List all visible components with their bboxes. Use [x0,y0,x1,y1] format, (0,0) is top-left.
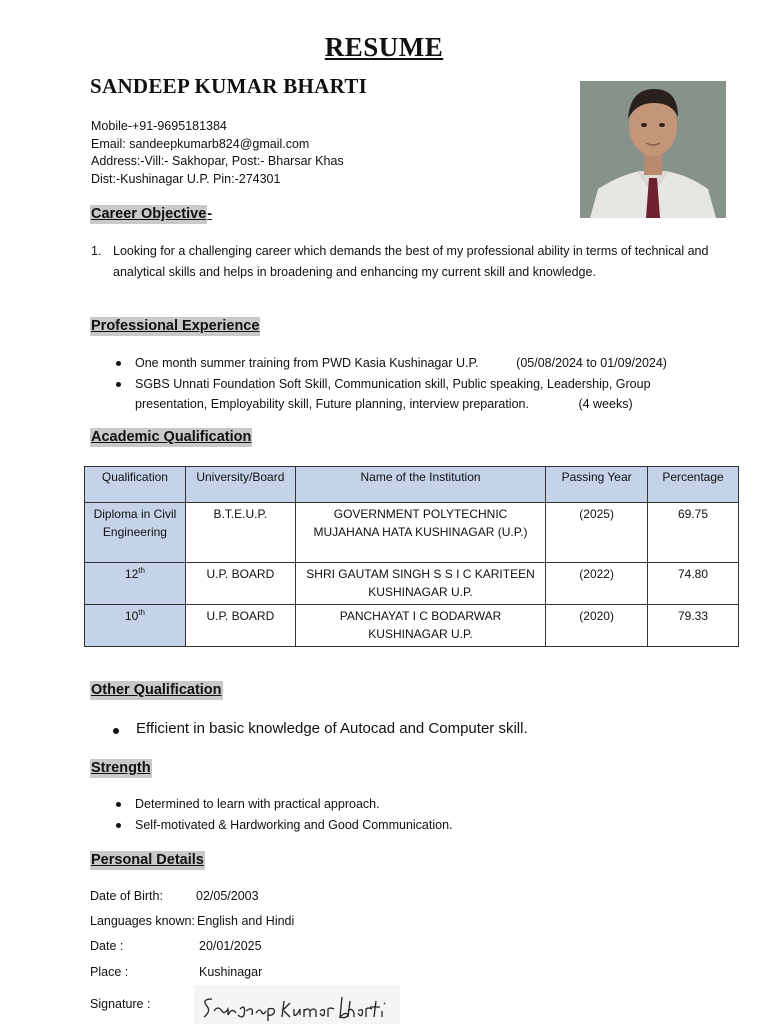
other-qualification-text: Efficient in basic knowledge of Autocad and Computer skill. [136,720,528,737]
institution-cell: GOVERNMENT POLYTECHNIC MUJAHANA HATA KUSHINAGAR (U.P.) [295,503,545,563]
list-item [113,353,693,374]
list-item: Determined to learn with practical approach. [113,794,673,815]
percentage-cell: 79.33 [648,605,739,647]
address-line: Address:-Vill:- Sakhopar, Post:- Bharsar Khas [91,154,344,168]
career-objective-label: Career Objective [91,206,207,222]
list-number: 1. [91,244,102,258]
resume-title: RESUME [324,32,444,62]
qualification-cell [85,563,186,605]
career-objective-text: Looking for a challenging career which demands the best of my professional ability in terms of technical and analytical skills and helps in broadening and enhancing my current skill and knowledge. [113,244,709,279]
column-header: University/Board [185,467,295,503]
column-header: Name of the Institution [295,467,545,503]
board-cell: B.T.E.U.P. [185,503,295,563]
year-cell: (2020) [546,605,648,647]
column-header: Percentage [648,467,739,503]
dob-label: Date of Birth: [90,889,163,903]
other-qualification-heading [90,682,223,698]
strength-label: Strength [91,760,151,776]
institution-cell: SHRI GAUTAM SINGH S S I C KARITEEN KUSHINAGAR U.P. [295,563,545,605]
portrait-image [580,81,726,218]
year-cell: (2022) [546,563,648,605]
board-cell: U.P. BOARD [185,605,295,647]
table-row [85,563,739,605]
professional-experience-heading [90,318,260,334]
profile-photo [580,81,726,218]
institution-cell: PANCHAYAT I C BODARWAR KUSHINAGAR U.P. [295,605,545,647]
experience-dates: (05/08/2024 to 01/09/2024) [516,356,667,370]
column-header: Passing Year [546,467,648,503]
percentage-cell: 74.80 [648,563,739,605]
languages-label: Languages known: [90,914,195,928]
qualification-cell [85,605,186,647]
qualification-suffix: th [138,608,145,617]
column-header: Qualification [85,467,186,503]
career-objective-heading [90,206,212,222]
qualification-cell [85,503,186,563]
career-objective-dash: - [207,206,213,222]
academic-table [84,466,739,647]
experience-duration: (4 weeks) [578,397,633,411]
qualification-suffix: th [138,566,145,575]
place-value: Kushinagar [199,965,263,979]
signature-scribble [194,985,400,1024]
strength-heading [90,760,152,776]
personal-details-heading [90,852,205,868]
signature-image [194,985,400,1024]
date-value: 20/01/2025 [199,939,262,953]
qualification-text: 10 [124,609,139,623]
list-item [113,374,693,415]
qualification-text: 12 [124,567,139,581]
district-line: Dist:-Kushinagar U.P. Pin:-274301 [91,171,281,186]
date-label: Date : [90,939,124,953]
table-row [85,503,739,563]
experience-text: One month summer training from PWD Kasia Kushinagar U.P. [135,356,479,370]
experience-list [113,353,693,415]
email-line: Email: sandeepkumarb824@gmail.com [91,136,310,151]
candidate-name: SANDEEP KUMAR BHARTI [90,74,368,98]
professional-experience-label: Professional Experience [91,318,260,334]
experience-text: SGBS Unnati Foundation Soft Skill, Communication skill, Public speaking, Leadership, Group presentation, Employability skill, Future planning, interview preparation. [135,376,651,411]
career-objective-list [91,241,711,282]
dob-value: 02/05/2003 [196,889,259,903]
table-row [85,605,739,647]
languages-value: English and Hindi [197,914,295,928]
table-header-row [85,467,739,503]
mobile-line: Mobile-+91-9695181384 [91,119,227,133]
strength-list [113,794,673,836]
signature-label: Signature : [90,997,151,1011]
percentage-cell: 69.75 [648,503,739,563]
academic-qualification-heading [90,429,252,445]
place-label: Place : [90,965,129,979]
board-cell: U.P. BOARD [185,563,295,605]
other-qualification-item [113,720,528,737]
personal-details-label: Personal Details [91,852,204,868]
contact-block [91,118,344,188]
list-item: Self-motivated & Hardworking and Good Communication. [113,815,673,836]
other-qualification-label: Other Qualification [91,682,222,698]
qualification-text: Diploma in Civil Engineering [93,507,177,539]
year-cell: (2025) [546,503,648,563]
academic-qualification-label: Academic Qualification [91,429,252,445]
